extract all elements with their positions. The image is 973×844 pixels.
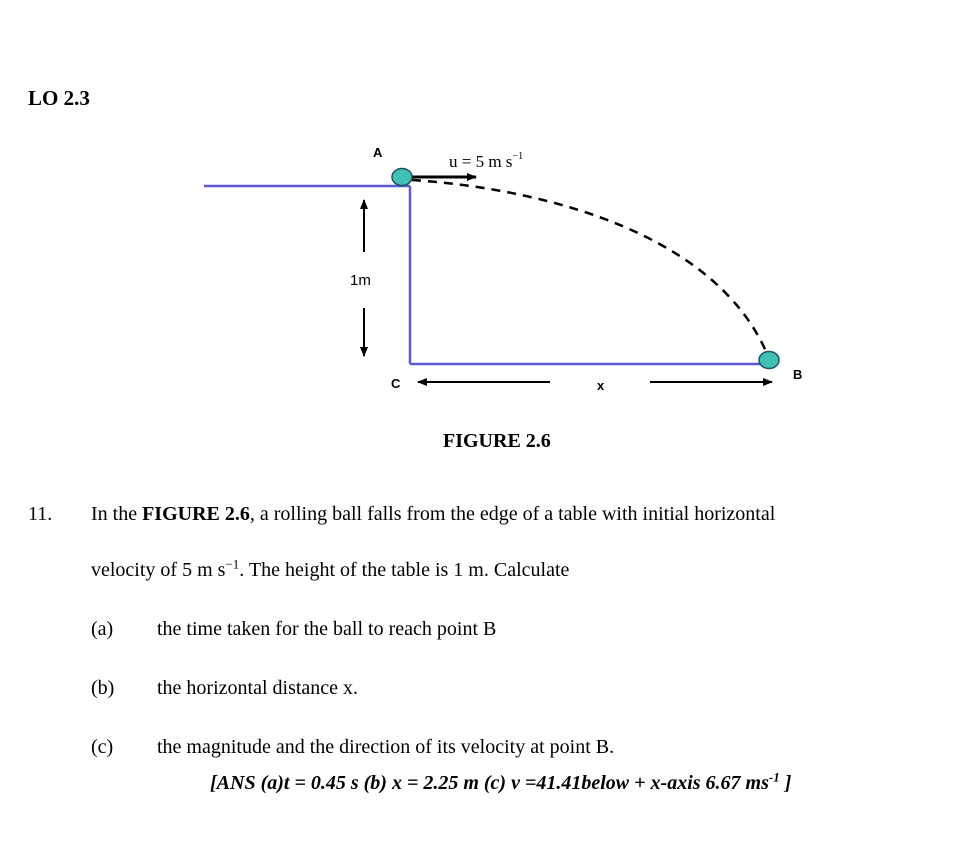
answer-exp: -1 [768,769,780,785]
question-line-1 [91,503,775,526]
part-b-text: the horizontal distance x. [157,677,359,699]
question-number: 11. [28,503,53,525]
part-c-text: the magnitude and the direction of its velocity at point B. [157,736,615,758]
ball-at-a [392,169,412,186]
ball-at-b [759,352,779,369]
height-label: 1m [350,272,371,289]
figure-caption: FIGURE 2.6 [443,430,551,452]
answer-end: ] [779,772,792,794]
label-b: B [793,367,803,382]
answer-line [210,769,792,795]
question-line-1-pre: In the [91,503,143,525]
projectile-figure [0,0,973,420]
velocity-label-main: u = 5 m s [449,152,513,171]
label-c: C [391,376,401,391]
question-line-2 [91,556,570,582]
question-line-2-exp: −1 [225,556,240,572]
lo-heading: LO 2.3 [28,86,90,110]
question-line-1-post: , a rolling ball falls from the edge of a table with initial horizontal [249,503,776,525]
question-line-2-pre: velocity of 5 m s [91,559,226,581]
velocity-label-exp: −1 [512,151,524,162]
velocity-label [449,151,523,171]
part-a-label: (a) [91,618,114,640]
label-x: x [597,378,605,393]
label-a: A [373,145,383,160]
answer-main: [ANS (a)t = 0.45 s (b) x = 2.25 m (c) v =41.41below + x-axis 6.67 ms [210,772,769,794]
part-b-label: (b) [91,677,115,699]
part-a-text: the time taken for the ball to reach point B [157,618,497,640]
question-line-2-post: . The height of the table is 1 m. Calculate [239,559,570,581]
question-figure-ref: FIGURE 2.6 [142,503,250,525]
trajectory-path [412,180,768,356]
part-c-label: (c) [91,736,114,758]
